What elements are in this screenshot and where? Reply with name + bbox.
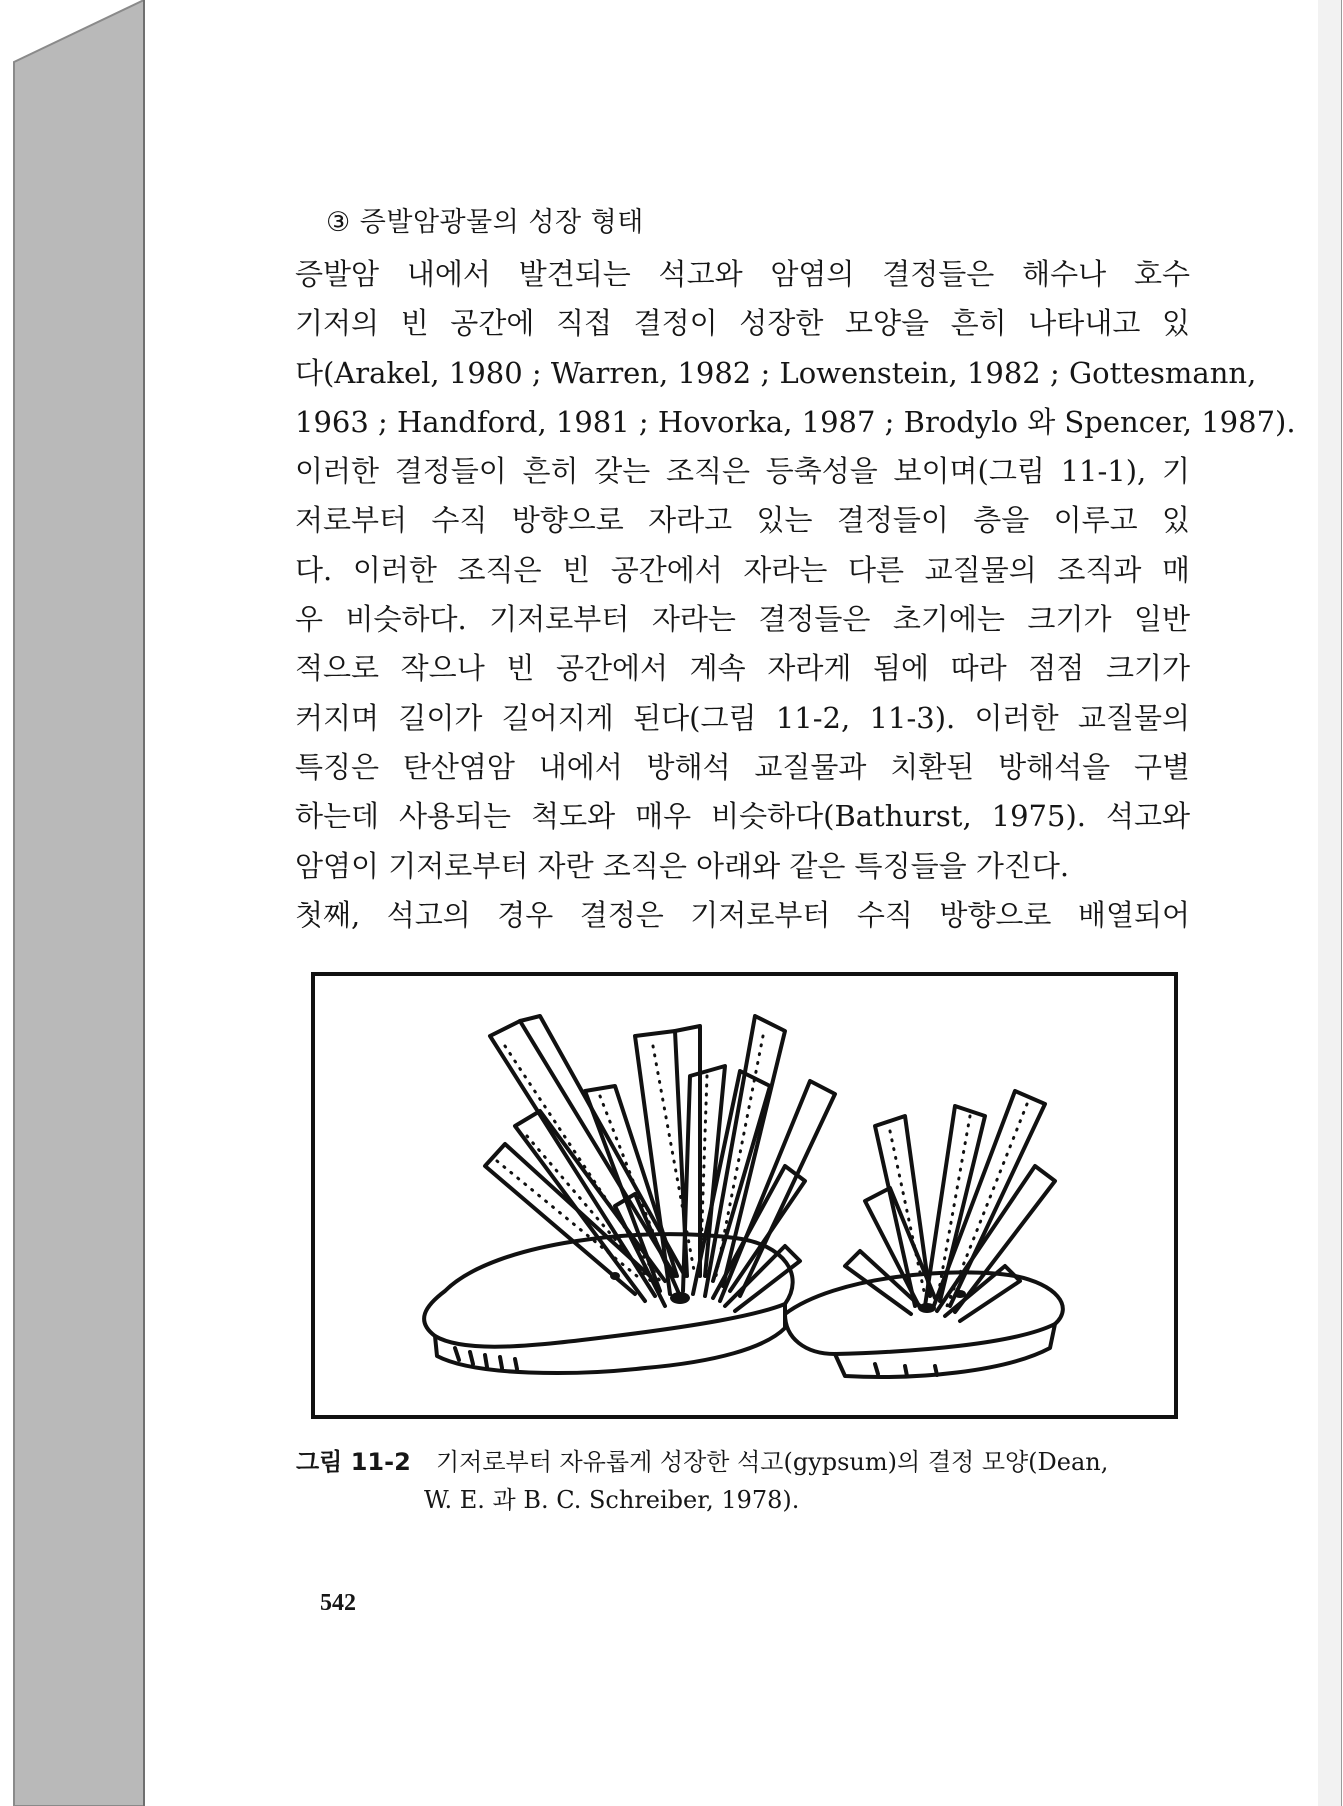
text-line: 첫째, 석고의 경우 결정은 기저로부터 수직 방향으로 배열되어 xyxy=(295,897,1190,932)
text-line: 증발암 내에서 발견되는 석고와 암염의 결정들은 해수나 호수 xyxy=(295,257,1190,291)
figure-caption xyxy=(296,1443,1191,1519)
gypsum-crystal-figure xyxy=(311,972,1178,1419)
text-line: 저로부터 수직 방향으로 자라고 있는 결정들이 층을 이루고 있 xyxy=(295,503,1190,538)
text-line: 하는데 사용되는 척도와 매우 비슷하다(Bathurst, 1975). 석고와 xyxy=(295,799,1190,834)
section-heading: ③ 증발암광물의 성장 형태 xyxy=(326,207,644,238)
text-line: 적으로 작으나 빈 공간에서 계속 자라게 됨에 따라 점점 크기가 xyxy=(295,651,1190,686)
body-paragraph xyxy=(295,250,1296,940)
text-line: 우 비슷하다. 기저로부터 자라는 결정들은 초기에는 크기가 일반 xyxy=(295,602,1190,637)
text-line: 이러한 결정들이 흔히 갖는 조직은 등축성을 보이며(그림 11-1), 기 xyxy=(295,454,1190,489)
text-line: 다. 이러한 조직은 빈 공간에서 자라는 다른 교질물의 조직과 매 xyxy=(295,552,1190,587)
text-line: 특징은 탄산염암 내에서 방해석 교질물과 치환된 방해석을 구별 xyxy=(295,749,1190,784)
text-line: 암염이 기저로부터 자란 조직은 아래와 같은 특징들을 가진다. xyxy=(295,848,1070,883)
caption-text: 기저로부터 자유롭게 성장한 석고(gypsum)의 결정 모양(Dean, xyxy=(436,1448,1109,1476)
text-line: 기저의 빈 공간에 직접 결정이 성장한 모양을 흔히 나타내고 있 xyxy=(295,306,1190,341)
gypsum-crystal-drawing xyxy=(315,976,1174,1415)
text-line: 커지며 길이가 길어지게 된다(그림 11-2, 11-3). 이러한 교질물의 xyxy=(295,700,1190,735)
caption-text-continued: W. E. 과 B. C. Schreiber, 1978). xyxy=(424,1486,800,1514)
page-number: 542 xyxy=(320,1590,356,1616)
text-line: 다(Arakel, 1980 ; Warren, 1982 ; Lowenstein, 1982 ; Gottesmann, xyxy=(295,355,1257,390)
text-line: 1963 ; Handford, 1981 ; Hovorka, 1987 ; Brodylo 와 Spencer, 1987). xyxy=(295,404,1296,439)
figure-label: 그림 11-2 xyxy=(296,1448,411,1476)
